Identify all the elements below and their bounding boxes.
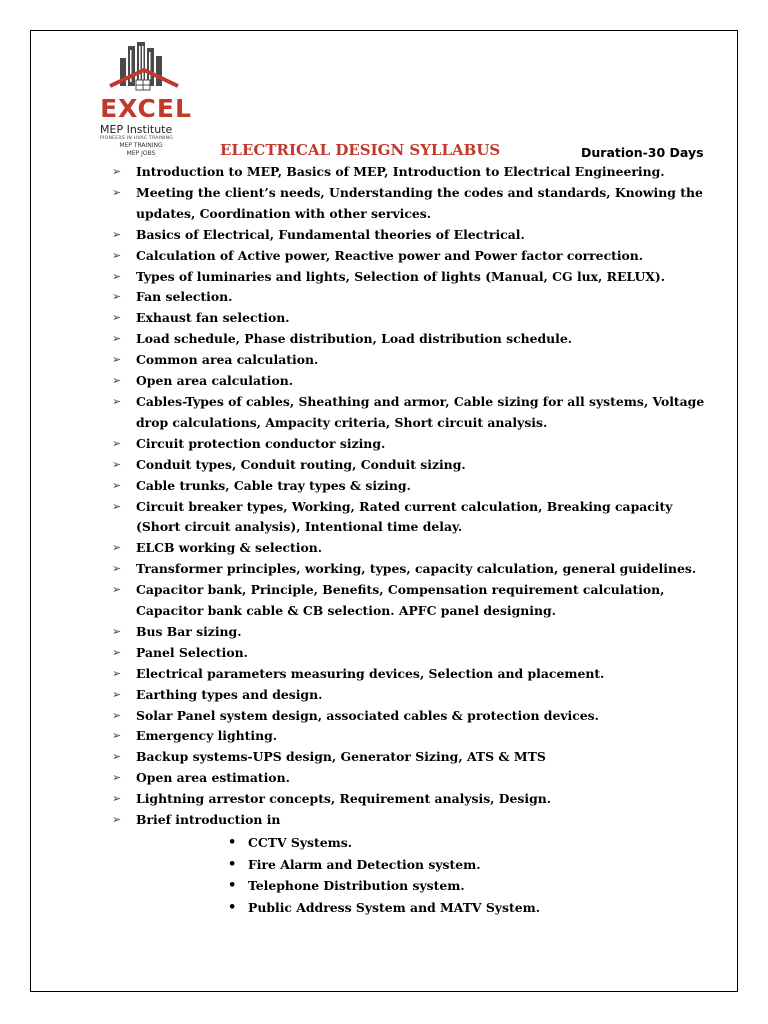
syllabus-item-text: Transformer principles, working, types, capacity calculation, general guidelines.: [136, 561, 697, 577]
syllabus-item: [112, 183, 712, 225]
syllabus-item: [112, 308, 712, 329]
syllabus-item: [112, 329, 712, 350]
brief-intro-item: [228, 897, 540, 919]
syllabus-item: [112, 559, 712, 580]
arrow-bullet-icon: ➢: [112, 729, 122, 743]
brief-intro-text: Telephone Distribution system.: [248, 878, 465, 893]
arrow-bullet-icon: ➢: [112, 813, 122, 827]
syllabus-item-text: Electrical parameters measuring devices, Selection and placement.: [136, 665, 605, 681]
syllabus-item: [112, 810, 712, 831]
syllabus-item-text: Panel Selection.: [136, 644, 248, 660]
dot-bullet-icon: •: [228, 835, 237, 850]
syllabus-item-text: Exhaust fan selection.: [136, 310, 290, 326]
building-logo-icon: [106, 42, 182, 96]
arrow-bullet-icon: ➢: [112, 185, 122, 199]
syllabus-item: [112, 267, 712, 288]
syllabus-item-text: Circuit breaker types, Working, Rated current calculation, Breaking capacity (Short circuit analysis), Intentional time delay.: [136, 498, 673, 535]
logo-subtitle: MEP Institute: [100, 123, 173, 136]
logo-training: [100, 142, 182, 158]
syllabus-item-text: Backup systems-UPS design, Generator Sizing, ATS & MTS: [136, 749, 546, 765]
brief-intro-text: Fire Alarm and Detection system.: [248, 856, 481, 872]
page-title: ELECTRICAL DESIGN SYLLABUS: [220, 141, 501, 159]
syllabus-item: [112, 246, 712, 267]
arrow-bullet-icon: ➢: [112, 687, 122, 701]
arrow-bullet-icon: ➢: [112, 269, 122, 283]
arrow-bullet-icon: ➢: [112, 374, 122, 388]
syllabus-item-text: Basics of Electrical, Fundamental theories of Electrical.: [136, 226, 525, 242]
arrow-bullet-icon: ➢: [112, 394, 122, 408]
syllabus-item: [112, 476, 712, 497]
arrow-bullet-icon: ➢: [112, 666, 122, 680]
logo-line2: MEP JOBS: [126, 150, 156, 157]
brief-intro-item: [228, 854, 540, 876]
arrow-bullet-icon: ➢: [112, 792, 122, 806]
arrow-bullet-icon: ➢: [112, 248, 122, 262]
syllabus-item: [112, 706, 712, 727]
syllabus-item-text: Types of luminaries and lights, Selection of lights (Manual, CG lux, RELUX).: [136, 268, 666, 284]
arrow-bullet-icon: ➢: [112, 227, 122, 241]
brief-intro-list: [228, 832, 540, 918]
syllabus-item-text: Introduction to MEP, Basics of MEP, Introduction to Electrical Engineering.: [136, 164, 665, 179]
syllabus-item-text: Open area estimation.: [136, 770, 290, 786]
dot-bullet-icon: •: [228, 899, 237, 915]
syllabus-item-text: Meeting the client’s needs, Understanding the codes and standards, Knowing the updates, Coordination with other services.: [136, 184, 703, 221]
syllabus-item: [112, 371, 712, 392]
syllabus-item-text: Common area calculation.: [136, 352, 319, 368]
arrow-bullet-icon: ➢: [112, 562, 122, 576]
arrow-bullet-icon: ➢: [112, 499, 122, 513]
arrow-bullet-icon: ➢: [112, 353, 122, 367]
syllabus-item: [112, 622, 712, 643]
syllabus-item: [112, 392, 712, 434]
arrow-bullet-icon: ➢: [112, 332, 122, 346]
syllabus-item: [112, 685, 712, 706]
syllabus-item-text: Load schedule, Phase distribution, Load distribution schedule.: [136, 331, 573, 347]
logo-line1: MEP TRAINING: [119, 142, 163, 149]
arrow-bullet-icon: ➢: [112, 311, 122, 325]
arrow-bullet-icon: ➢: [112, 771, 122, 785]
arrow-bullet-icon: ➢: [112, 708, 122, 722]
syllabus-item: [112, 538, 712, 559]
syllabus-item: [112, 434, 712, 455]
brief-intro-text: Public Address System and MATV System.: [248, 899, 541, 915]
syllabus-item-text: Fan selection.: [136, 289, 233, 305]
syllabus-item: [112, 789, 712, 810]
syllabus-item-text: Lightning arrestor concepts, Requirement analysis, Design.: [136, 791, 552, 807]
arrow-bullet-icon: ➢: [112, 583, 122, 597]
syllabus-item-text: ELCB working & selection.: [136, 540, 323, 556]
dot-bullet-icon: •: [228, 878, 237, 893]
arrow-bullet-icon: ➢: [112, 290, 122, 304]
arrow-bullet-icon: ➢: [112, 165, 122, 178]
arrow-bullet-icon: ➢: [112, 750, 122, 764]
syllabus-item-text: Cable trunks, Cable tray types & sizing.: [136, 477, 411, 493]
syllabus-item: [112, 287, 712, 308]
arrow-bullet-icon: ➢: [112, 541, 122, 555]
syllabus-item-text: Calculation of Active power, Reactive power and Power factor correction.: [136, 247, 644, 263]
syllabus-item-text: Bus Bar sizing.: [136, 623, 242, 639]
syllabus-item-text: Circuit protection conductor sizing.: [136, 435, 386, 451]
syllabus-item: [112, 225, 712, 246]
syllabus-item: [112, 768, 712, 789]
logo-tagline: PIONEERS IN HVAC TRAINING: [100, 136, 174, 141]
syllabus-item: [112, 162, 712, 183]
arrow-bullet-icon: ➢: [112, 645, 122, 659]
dot-bullet-icon: •: [228, 856, 237, 872]
brief-intro-text: CCTV Systems.: [248, 835, 353, 850]
syllabus-item: [112, 726, 712, 747]
brief-intro-item: [228, 832, 540, 854]
arrow-bullet-icon: ➢: [112, 457, 122, 471]
brief-intro-item: [228, 875, 540, 897]
logo-name: EXCEL: [100, 94, 192, 123]
duration-label: Duration-30 Days: [581, 145, 704, 160]
syllabus-item: [112, 747, 712, 768]
syllabus-item-text: Brief introduction in: [136, 812, 281, 828]
arrow-bullet-icon: ➢: [112, 478, 122, 492]
syllabus-item: [112, 497, 712, 539]
syllabus-item: [112, 643, 712, 664]
syllabus-item-text: Cables-Types of cables, Sheathing and armor, Cable sizing for all systems, Voltage drop calculations, Ampacity criteria, Short circuit analysis.: [136, 393, 705, 430]
syllabus-item-text: Solar Panel system design, associated cables & protection devices.: [136, 707, 599, 723]
syllabus-item-text: Emergency lighting.: [136, 728, 278, 744]
syllabus-item-text: Earthing types and design.: [136, 686, 323, 702]
syllabus-item: [112, 580, 712, 622]
syllabus-item: [112, 664, 712, 685]
syllabus-list: [112, 162, 712, 831]
syllabus-item-text: Open area calculation.: [136, 373, 294, 389]
arrow-bullet-icon: ➢: [112, 624, 122, 638]
syllabus-item: [112, 455, 712, 476]
excel-logo: [86, 42, 206, 160]
arrow-bullet-icon: ➢: [112, 436, 122, 450]
syllabus-item-text: Conduit types, Conduit routing, Conduit sizing.: [136, 456, 466, 472]
syllabus-item-text: Capacitor bank, Principle, Benefits, Compensation requirement calculation, Capacitor bank cable & CB selection. APFC panel designing.: [136, 582, 665, 619]
syllabus-item: [112, 350, 712, 371]
